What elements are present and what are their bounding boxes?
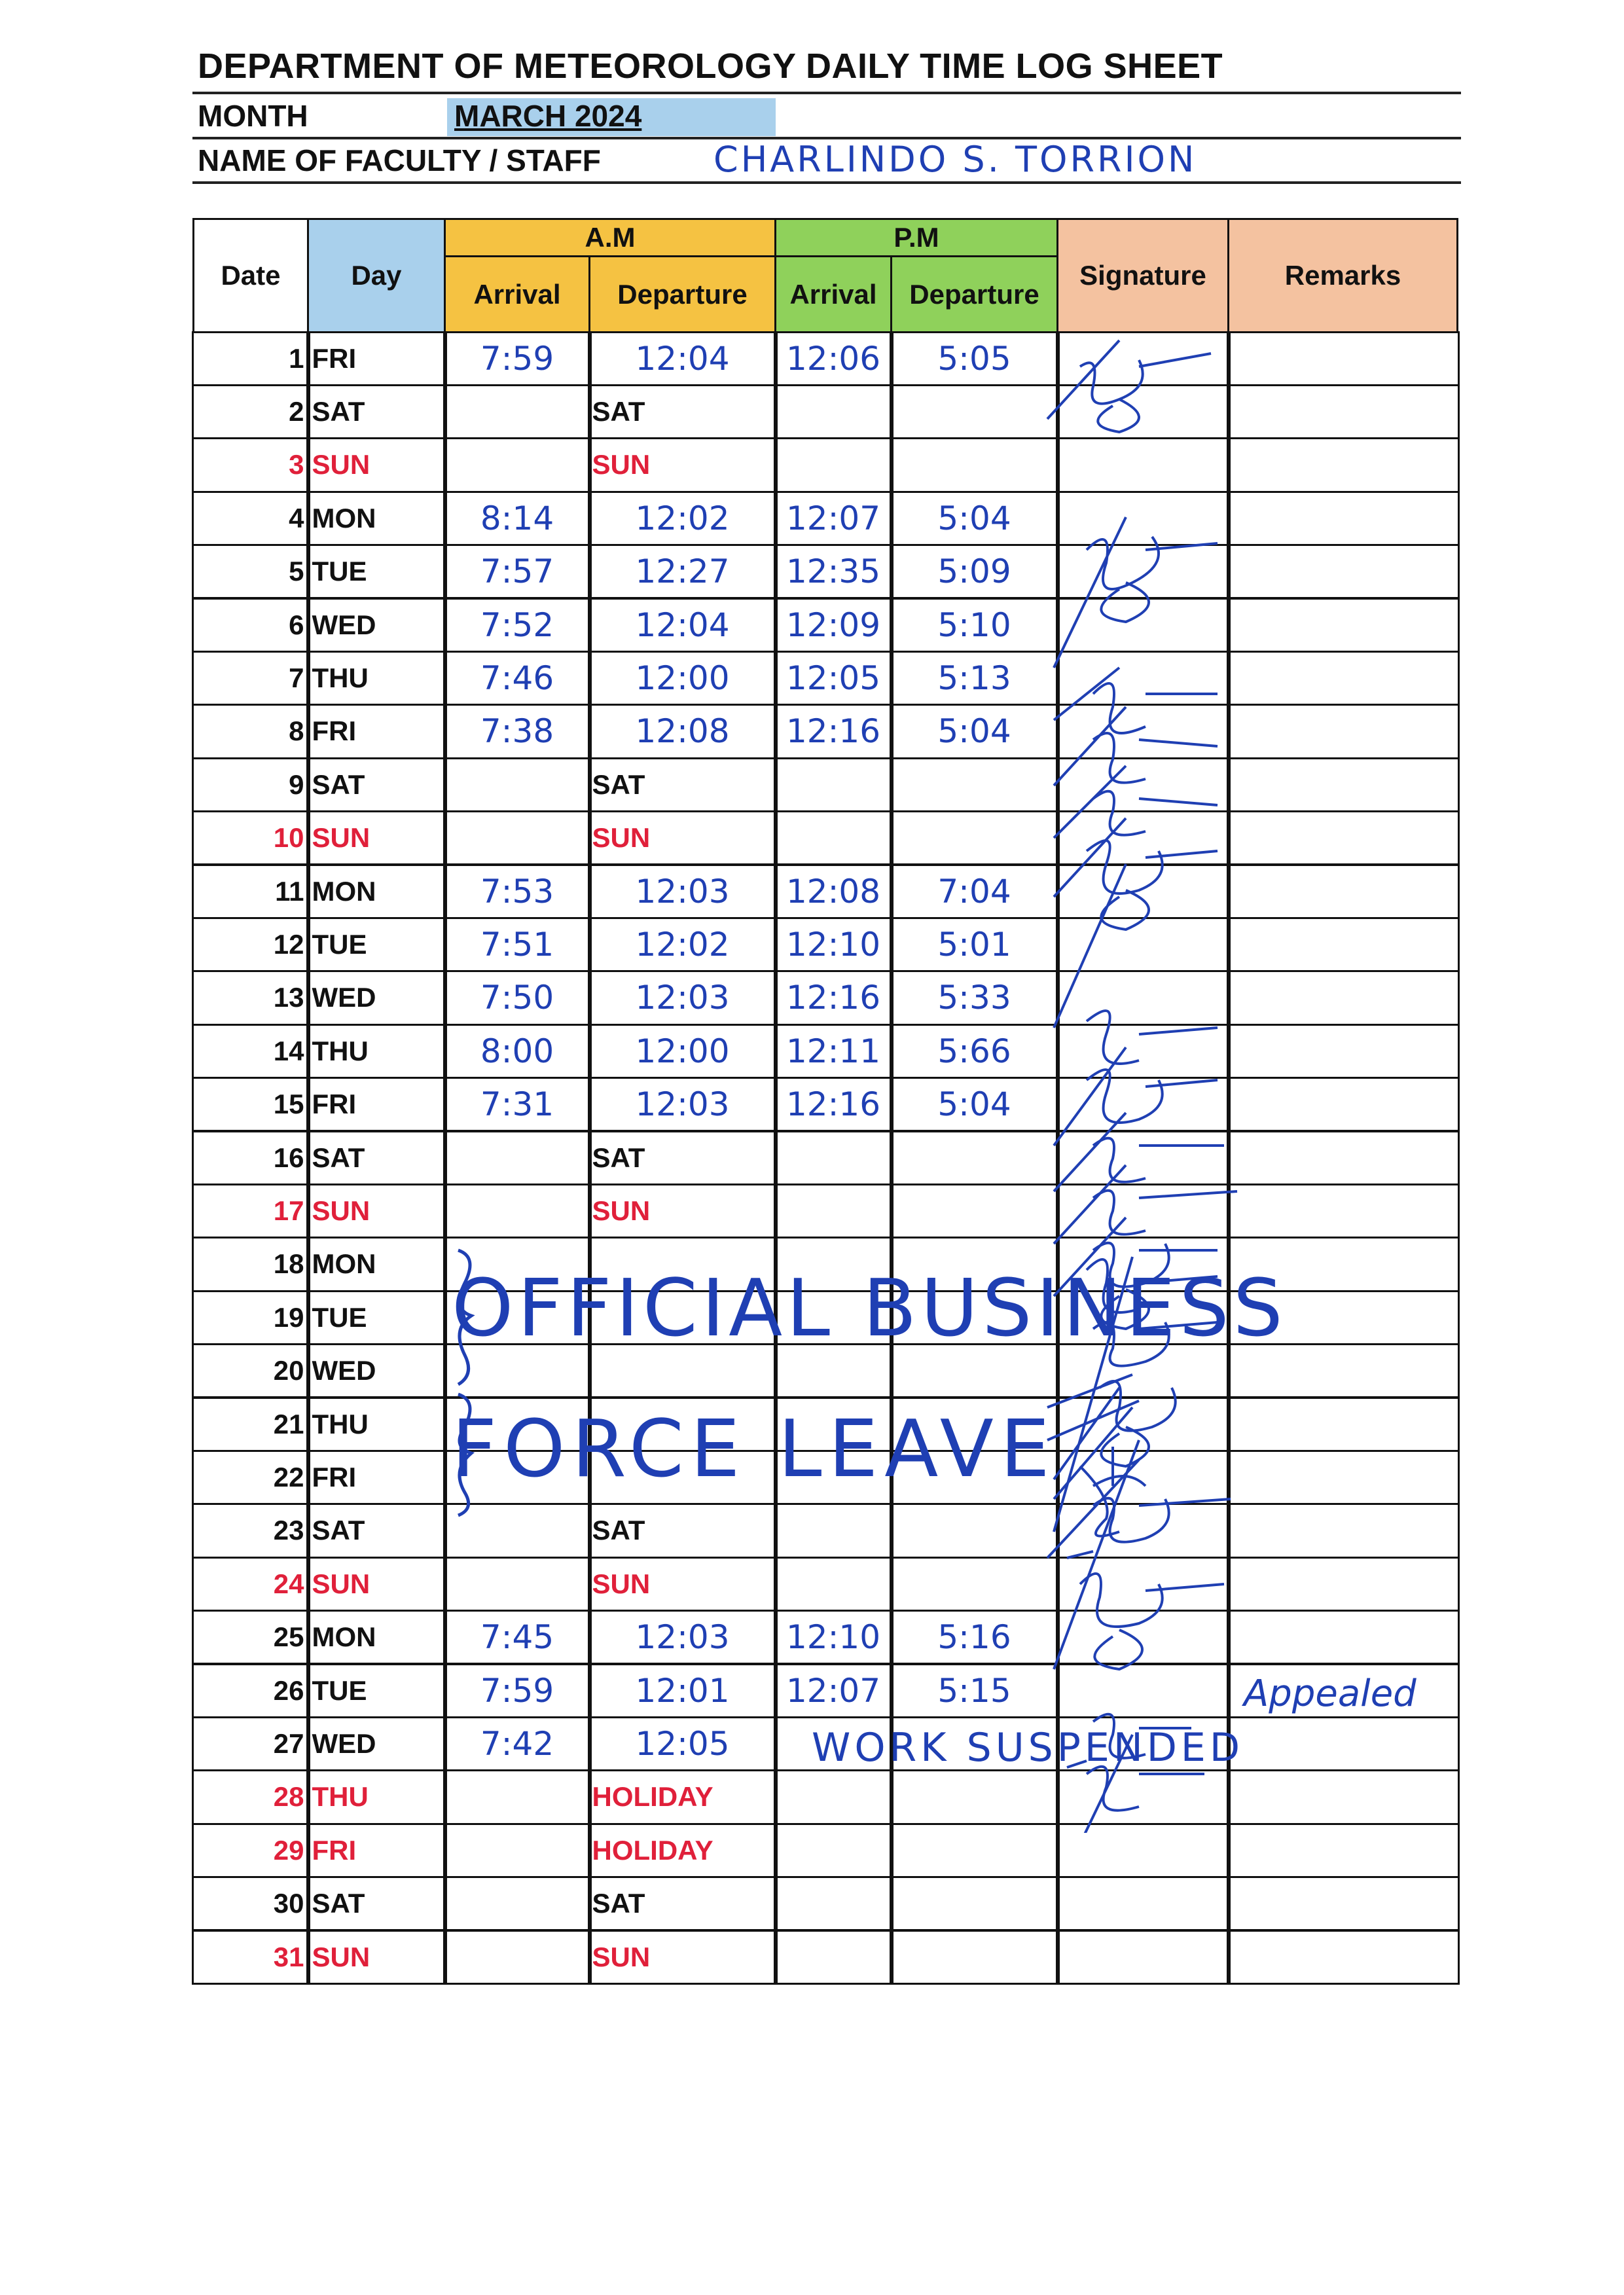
cell-pm-in: 12:10: [774, 917, 893, 972]
cell-day: TUE: [306, 544, 447, 599]
cell-day: THU: [306, 1397, 447, 1452]
cell-am-out: SAT: [588, 1130, 778, 1185]
cell-pm-out: 5:09: [890, 544, 1060, 599]
cell-am-in: [443, 1930, 592, 1985]
cell-am-in: [443, 810, 592, 865]
cell-pm-out: 5:33: [890, 970, 1060, 1025]
cell-day: MON: [306, 1237, 447, 1292]
cell-date: 13: [192, 970, 310, 1025]
cell-pm-out: [890, 384, 1060, 439]
cell-pm-in: 12:05: [774, 651, 893, 706]
cell-day: FRI: [306, 1450, 447, 1505]
cell-am-out: SUN: [588, 810, 778, 865]
cell-date: 9: [192, 757, 310, 812]
cell-date: 29: [192, 1823, 310, 1878]
annotation-appealed: Appealed: [1244, 1672, 1416, 1715]
cell-am-out: 12:03: [588, 1610, 778, 1665]
cell-am-in: 8:00: [443, 1024, 592, 1079]
cell-am-in: [443, 1769, 592, 1824]
cell-pm-in: [774, 384, 893, 439]
cell-pm-in: 12:08: [774, 864, 893, 919]
cell-pm-out: [890, 1557, 1060, 1612]
cell-day: FRI: [306, 704, 447, 759]
cell-day: MON: [306, 864, 447, 919]
signature-scribbles: [1041, 327, 1316, 1833]
cell-date: 8: [192, 704, 310, 759]
cell-date: 6: [192, 598, 310, 653]
cell-pm-in: [774, 1823, 893, 1878]
cell-day: SAT: [306, 384, 447, 439]
cell-am-in: 7:57: [443, 544, 592, 599]
cell-am-out: HOLIDAY: [588, 1769, 778, 1824]
cell-am-in: 7:53: [443, 864, 592, 919]
cell-pm-out: 5:66: [890, 1024, 1060, 1079]
table-row: [192, 1930, 1458, 1983]
cell-pm-in: 12:09: [774, 598, 893, 653]
cell-am-in: [443, 437, 592, 492]
cell-pm-out: [890, 1823, 1060, 1878]
brace-icon: [445, 1244, 491, 1519]
cell-date: 15: [192, 1077, 310, 1132]
cell-pm-out: 5:01: [890, 917, 1060, 972]
cell-day: THU: [306, 651, 447, 706]
cell-day: FRI: [306, 1823, 447, 1878]
cell-day: THU: [306, 1024, 447, 1079]
cell-am-out: 12:05: [588, 1716, 778, 1771]
cell-pm-out: 5:16: [890, 1610, 1060, 1665]
cell-day: TUE: [306, 917, 447, 972]
cell-date: 26: [192, 1663, 310, 1718]
cell-day: WED: [306, 1343, 447, 1398]
month-label: MONTH: [198, 99, 308, 133]
cell-pm-in: 12:07: [774, 491, 893, 546]
cell-day: TUE: [306, 1290, 447, 1345]
cell-pm-out: 5:15: [890, 1663, 1060, 1718]
cell-date: 24: [192, 1557, 310, 1612]
cell-pm-in: 12:10: [774, 1610, 893, 1665]
col-signature: Signature: [1056, 218, 1229, 333]
cell-date: 30: [192, 1876, 310, 1931]
col-date: Date: [192, 218, 309, 333]
cell-am-out: SUN: [588, 1930, 778, 1985]
cell-pm-in: 12:16: [774, 1077, 893, 1132]
cell-pm-in: 12:07: [774, 1663, 893, 1718]
cell-pm-out: 5:13: [890, 651, 1060, 706]
annotation-work-suspended: WORK SUSPENDED: [812, 1725, 1244, 1771]
cell-day: SUN: [306, 810, 447, 865]
cell-am-out: 12:27: [588, 544, 778, 599]
cell-date: 1: [192, 331, 310, 386]
cell-pm-out: [890, 1769, 1060, 1824]
cell-pm-out: [890, 1876, 1060, 1931]
cell-am-in: 7:59: [443, 331, 592, 386]
cell-am-out: 12:00: [588, 651, 778, 706]
annotation-official-business: OFFICIAL BUSINESS: [452, 1263, 1287, 1354]
cell-am-out: 12:04: [588, 598, 778, 653]
cell-date: 2: [192, 384, 310, 439]
cell-am-in: 7:59: [443, 1663, 592, 1718]
col-pm-arrival: Arrival: [774, 255, 892, 333]
cell-pm-out: 5:05: [890, 331, 1060, 386]
month-value: MARCH 2024: [454, 99, 642, 133]
cell-date: 16: [192, 1130, 310, 1185]
cell-day: SUN: [306, 437, 447, 492]
cell-day: WED: [306, 970, 447, 1025]
cell-pm-out: 5:10: [890, 598, 1060, 653]
cell-date: 28: [192, 1769, 310, 1824]
cell-am-in: 7:51: [443, 917, 592, 972]
cell-day: FRI: [306, 331, 447, 386]
cell-day: MON: [306, 491, 447, 546]
cell-date: 22: [192, 1450, 310, 1505]
page-title: DEPARTMENT OF METEOROLOGY DAILY TIME LOG SHEET: [198, 46, 1223, 86]
cell-am-out: 12:00: [588, 1024, 778, 1079]
cell-date: 23: [192, 1503, 310, 1558]
cell-pm-out: 5:04: [890, 491, 1060, 546]
cell-pm-out: 5:04: [890, 704, 1060, 759]
cell-pm-in: [774, 1557, 893, 1612]
cell-am-out: 12:03: [588, 970, 778, 1025]
cell-am-out: SUN: [588, 1184, 778, 1238]
cell-date: 25: [192, 1610, 310, 1665]
cell-am-out: SAT: [588, 757, 778, 812]
cell-am-out: 12:01: [588, 1663, 778, 1718]
cell-am-in: [443, 1557, 592, 1612]
cell-day: WED: [306, 598, 447, 653]
cell-day: THU: [306, 1769, 447, 1824]
cell-date: 5: [192, 544, 310, 599]
cell-pm-in: 12:16: [774, 970, 893, 1025]
cell-date: 7: [192, 651, 310, 706]
cell-date: 21: [192, 1397, 310, 1452]
cell-day: SUN: [306, 1184, 447, 1238]
staff-name: CHARLINDO S. TORRION: [713, 139, 1197, 180]
cell-am-in: [443, 1130, 592, 1185]
cell-am-in: 7:45: [443, 1610, 592, 1665]
cell-pm-out: [890, 437, 1060, 492]
cell-date: 11: [192, 864, 310, 919]
cell-pm-out: [890, 1930, 1060, 1985]
cell-date: 20: [192, 1343, 310, 1398]
cell-day: FRI: [306, 1077, 447, 1132]
cell-day: SAT: [306, 1130, 447, 1185]
cell-pm-in: [774, 1503, 893, 1558]
col-am: A.M: [444, 218, 776, 257]
cell-am-in: 7:42: [443, 1716, 592, 1771]
annotation-force-leave: FORCE LEAVE: [452, 1404, 1056, 1495]
cell-rem: [1227, 1876, 1460, 1931]
cell-pm-in: 12:35: [774, 544, 893, 599]
cell-pm-in: [774, 810, 893, 865]
cell-pm-in: 12:06: [774, 331, 893, 386]
col-am-arrival: Arrival: [444, 255, 590, 333]
cell-pm-in: 12:16: [774, 704, 893, 759]
divider: [192, 181, 1461, 184]
cell-am-in: [443, 1823, 592, 1878]
cell-am-in: 7:46: [443, 651, 592, 706]
cell-date: 10: [192, 810, 310, 865]
cell-am-in: [443, 1876, 592, 1931]
cell-pm-in: [774, 1876, 893, 1931]
cell-day: SAT: [306, 1503, 447, 1558]
cell-date: 31: [192, 1930, 310, 1985]
cell-date: 4: [192, 491, 310, 546]
col-day: Day: [307, 218, 446, 333]
cell-sig: [1056, 1930, 1231, 1985]
cell-day: SAT: [306, 757, 447, 812]
cell-am-out: 12:03: [588, 864, 778, 919]
col-remarks: Remarks: [1227, 218, 1458, 333]
cell-pm-out: [890, 1184, 1060, 1238]
cell-am-in: 7:31: [443, 1077, 592, 1132]
cell-date: 18: [192, 1237, 310, 1292]
cell-am-out: SUN: [588, 437, 778, 492]
cell-day: TUE: [306, 1663, 447, 1718]
col-am-departure: Departure: [588, 255, 776, 333]
cell-pm-in: [774, 1769, 893, 1824]
cell-am-out: 12:02: [588, 917, 778, 972]
cell-pm-out: [890, 1503, 1060, 1558]
cell-am-in: [443, 1184, 592, 1238]
cell-date: 27: [192, 1716, 310, 1771]
cell-am-out: SAT: [588, 1876, 778, 1931]
cell-date: 12: [192, 917, 310, 972]
cell-am-in: 7:50: [443, 970, 592, 1025]
cell-day: SAT: [306, 1876, 447, 1931]
cell-am-out: 12:02: [588, 491, 778, 546]
cell-am-in: 8:14: [443, 491, 592, 546]
cell-date: 3: [192, 437, 310, 492]
cell-am-out: HOLIDAY: [588, 1823, 778, 1878]
cell-am-out: SAT: [588, 1503, 778, 1558]
cell-am-in: 7:52: [443, 598, 592, 653]
cell-pm-in: [774, 1130, 893, 1185]
cell-date: 14: [192, 1024, 310, 1079]
cell-pm-out: [890, 757, 1060, 812]
cell-pm-out: 5:04: [890, 1077, 1060, 1132]
cell-am-out: 12:03: [588, 1077, 778, 1132]
cell-pm-out: 7:04: [890, 864, 1060, 919]
cell-sig: [1056, 1876, 1231, 1931]
cell-am-out: SUN: [588, 1557, 778, 1612]
col-pm: P.M: [774, 218, 1058, 257]
cell-am-in: [443, 384, 592, 439]
cell-pm-in: [774, 1930, 893, 1985]
divider: [192, 92, 1461, 94]
col-pm-departure: Departure: [890, 255, 1058, 333]
cell-pm-in: [774, 1184, 893, 1238]
cell-am-out: SAT: [588, 384, 778, 439]
cell-rem: [1227, 1930, 1460, 1985]
cell-am-out: 12:04: [588, 331, 778, 386]
cell-pm-out: [890, 810, 1060, 865]
cell-pm-in: 12:11: [774, 1024, 893, 1079]
cell-am-in: [443, 757, 592, 812]
cell-day: SUN: [306, 1930, 447, 1985]
cell-pm-out: [890, 1130, 1060, 1185]
cell-pm-in: [774, 757, 893, 812]
cell-date: 19: [192, 1290, 310, 1345]
cell-am-out: 12:08: [588, 704, 778, 759]
cell-day: MON: [306, 1610, 447, 1665]
cell-day: SUN: [306, 1557, 447, 1612]
cell-date: 17: [192, 1184, 310, 1238]
cell-am-in: 7:38: [443, 704, 592, 759]
cell-day: WED: [306, 1716, 447, 1771]
table-row: [192, 1877, 1458, 1930]
name-label: NAME OF FACULTY / STAFF: [198, 143, 601, 177]
cell-pm-in: [774, 437, 893, 492]
